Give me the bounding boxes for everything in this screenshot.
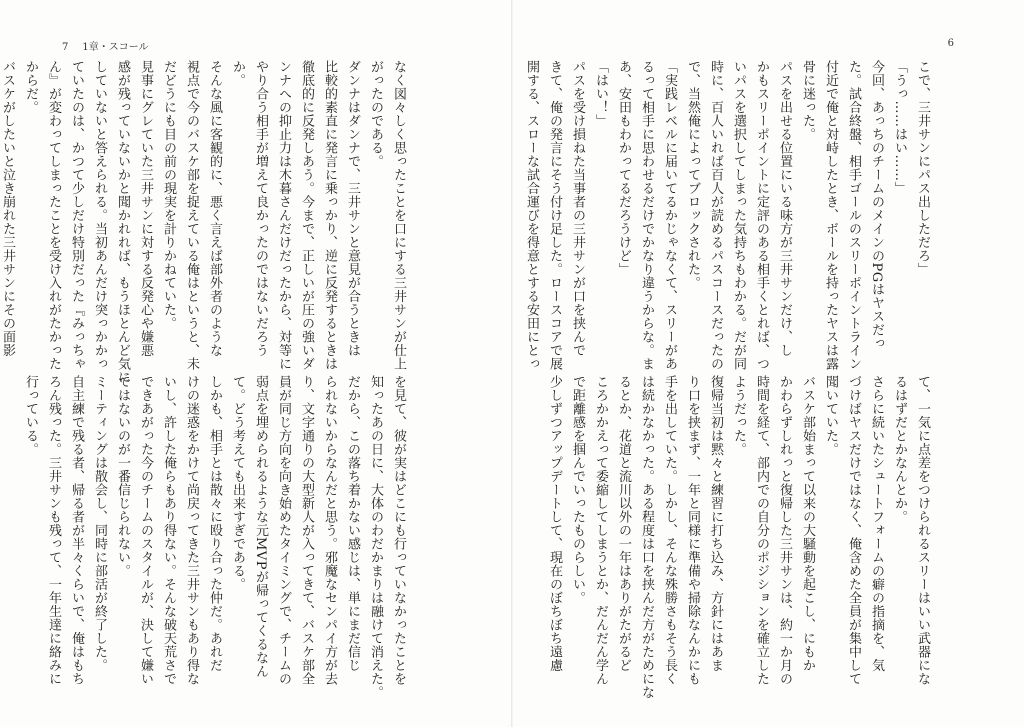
page-gutter: [511, 0, 513, 727]
text-line: り口を挟まず、一年と同様に準備や掃除なんかにも: [685, 375, 700, 686]
text-line: いし、許した俺らもあり得ない。そんな破天荒さで: [161, 375, 176, 686]
text-line: 行っている。: [23, 375, 38, 456]
text-line: を見て、彼が実はどこにも行っていなかったことを: [391, 375, 406, 686]
text-line: かわらずしれっと復帰した三井サンは、約一か月の: [777, 375, 792, 686]
text-line: は続かなかった。ある程度は口を挟んだ方がためにな: [639, 375, 654, 699]
text-line: ようだった。: [731, 375, 746, 456]
text-line: づけばヤスだけではなく、俺含めた全員が集中して: [846, 375, 861, 686]
text-line: 見事にグレていた三井サンに対する反発心や嫌悪: [138, 60, 153, 357]
text-line: 時間を経て、部内での自分のポジションを確立した: [754, 375, 769, 686]
text-line: 徹底的に反発しあう。今まで、正しいが圧の強いダ: [299, 60, 314, 371]
text-line: 比較的素直に発言に乗っかり、逆に反発するときは: [322, 60, 337, 371]
text-line: 「はい！」: [593, 60, 608, 128]
right-page-lower-block: [547, 375, 934, 699]
text-line: あ、安田もわかってるだろうけど」: [616, 60, 631, 276]
text-line: さらに続いたシュートフォームの癖の指摘を、気: [869, 375, 884, 672]
text-line: 今回、あっちのチームのメインのPGはヤスだっ: [869, 60, 884, 351]
text-line: 手を出していた。しかし、そんな殊勝さもそう長く: [662, 375, 677, 686]
text-line: 聞いていた。: [823, 375, 838, 456]
text-line: ミーティングは散会し、同時に部活が終了した。: [92, 375, 107, 672]
text-line: けの迷惑をかけて尚戻ってきた三井サンもあり得な: [184, 375, 199, 686]
text-line: 開する、スローな試合運びを得意とする安田にとっ: [524, 60, 539, 371]
text-line: 感が残っていないかと聞かれれば、もうほとんど気に: [115, 60, 130, 384]
text-line: り、文字通りの大型新人が入ってきて、バスケ部全: [299, 375, 314, 686]
text-line: 「実践レベルに届いてるかじゃなくて、スリーがあ: [662, 60, 677, 371]
right-page-header: [948, 38, 954, 49]
text-line: なく図々しく思ったことを口にする三井サンが仕上: [391, 60, 406, 371]
text-line: 員が同じ方向を向き始めたタイミングで、チームの: [276, 375, 291, 686]
text-line: だどうにも目の前の現実を計りかねていた。: [161, 60, 176, 330]
running-head: 1章・スコール: [82, 42, 149, 53]
text-line: られないからなんだと思う。邪魔なセンパイ方が去: [322, 375, 337, 686]
text-line: 「うっ……はい……」: [892, 60, 907, 195]
text-line: パスを受け損ねた当事者の三井サンが口を挟んで: [570, 60, 585, 357]
right-page-upper-block: [524, 60, 934, 371]
text-line: きて、俺の発言にそう付け足した。ロースコアで展: [547, 60, 562, 371]
left-page-header: [62, 38, 149, 53]
text-line: 復帰当初は黙々と練習に打ち込み、方針にはあま: [708, 375, 723, 672]
text-line: るって相手に思わせるだけでかなり違うからな。ま: [639, 60, 654, 371]
text-line: できあがった今のチームのスタイルが、決して嫌い: [138, 375, 153, 686]
text-line: そんな風に客観的に、悪く言えば部外者のような: [207, 60, 222, 357]
text-line: か。: [230, 60, 245, 87]
left-page-lower-block: [23, 375, 410, 699]
text-line: ンナへの抑止力は木暮さんだけだったから、対等に: [276, 60, 291, 371]
text-line: ダンナはダンナで、三井サンと意見が合うときは: [345, 60, 360, 357]
text-line: ん』が変わってしまったことを受け入れがたかった: [46, 60, 61, 371]
text-line: していないと答えられる。当初あんだけ突っかかっ: [92, 60, 107, 371]
text-line: しかも、相手とは散々に殴り合った仲だ。あれだ: [207, 375, 222, 672]
text-line: やり合う相手が増えて良かったのではないだろう: [253, 60, 268, 357]
text-line: だから、この落ち着かない感じは、単にまだ信じ: [345, 375, 360, 672]
text-line: からだ。: [23, 60, 38, 114]
text-line: バスケ部始まって以来の大騒動を起こし、にもか: [800, 375, 815, 672]
text-line: 弱点を埋められるような元MVPが帰ってくるなん: [253, 375, 268, 678]
left-page-number: 7: [62, 42, 69, 53]
text-line: ではないのが一番信じられない。: [115, 375, 130, 578]
text-line: 骨に迷った。: [800, 60, 815, 141]
text-line: るとか、花道と流川以外の一年はありがたがるど: [616, 375, 631, 672]
text-line: て。どう考えても出来すぎである。: [230, 375, 245, 591]
right-page-number: 6: [947, 38, 954, 49]
text-line: こで、三井サンにパス出しただろ」: [915, 60, 930, 276]
text-line: ていたのは、かつて少しだけ特別だった『みっちゃ: [69, 60, 84, 371]
text-line: 時に、百人いれば百人が読めるパスコースだったの: [708, 60, 723, 371]
text-line: で、当然俺によってブロックされた。: [685, 60, 700, 290]
text-line: 自主練で残る者、帰る者が半々くらいで、俺はもち: [69, 375, 84, 686]
text-line: がったのである。: [368, 60, 383, 168]
text-line: ろん残った。三井サンも残って、一年生達に絡みに: [46, 375, 61, 686]
text-line: るはずだとかなんとか。: [892, 375, 907, 524]
text-line: て、一気に点差をつけられるスリーはいい武器にな: [915, 375, 930, 686]
text-line: 少しずつアップデートして、現在のぼちぼち遠慮: [547, 375, 562, 672]
text-line: バスケがしたいと泣き崩れた三井サンにその面影: [0, 60, 15, 357]
text-line: パスを出せる位置にいる味方が三井サンだけ、し: [777, 60, 792, 357]
text-line: た。試合終盤、相手ゴールのスリーポイントライン: [846, 60, 861, 371]
text-line: ころかかえって委縮してしまうとか、だんだん学ん: [593, 375, 608, 686]
left-page-upper-block: [0, 60, 410, 384]
text-line: 知ったあの日に、大体のわだかまりは融けて消えた。: [368, 375, 383, 699]
text-line: で距離感を掴んでいったものらしい。: [570, 375, 585, 605]
text-line: いパスを選択してしまった気持ちもわかる。だが同: [731, 60, 746, 371]
text-line: 付近で俺と対峙したとき、ボールを持ったヤスは露: [823, 60, 838, 371]
text-line: 視点で今のバスケ部を捉えている俺はというと、未: [184, 60, 199, 371]
text-line: かもスリーポイントに定評のある相手くとれば、つ: [754, 60, 769, 371]
